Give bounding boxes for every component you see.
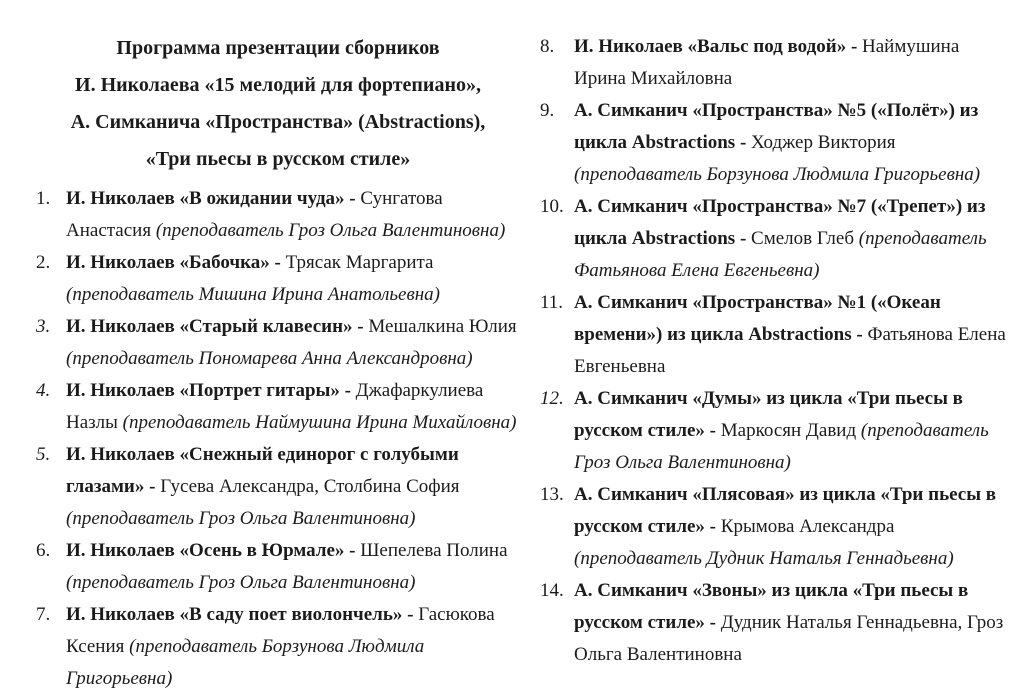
item-performer: Сунгатова Анастасия <box>66 188 443 241</box>
item-teacher: (преподаватель Борзунова Людмила Григорьевна) <box>66 636 425 689</box>
item-performer: Смелов Глеб <box>751 228 855 249</box>
item-body <box>574 95 1012 191</box>
item-body <box>66 439 520 535</box>
item-number: 5. <box>36 444 51 465</box>
item-piece-title: И. Николаев «Снежный единорог с голубыми глазами» - <box>66 444 459 497</box>
item-piece-title: И. Николаев «В саду поет виолончель» - <box>66 604 419 625</box>
item-teacher: (преподаватель Мишина Ирина Анатольевна) <box>66 284 440 305</box>
item-piece-title: А. Симканич «Звоны» из цикла «Три пьесы в русском стиле» - <box>574 580 969 633</box>
item-performer: Джафаркулиева Назлы <box>66 380 484 433</box>
program-item <box>540 575 1012 671</box>
title-line-1: Программа презентации сборников <box>116 37 440 59</box>
title-line-4: «Три пьесы в русском стиле» <box>145 148 411 170</box>
item-body <box>574 31 1012 95</box>
item-performer: Трясак Маргарита <box>285 252 434 273</box>
two-column-layout <box>36 30 1012 690</box>
item-body <box>574 383 1012 479</box>
program-item <box>540 31 1012 95</box>
item-performer: Гусева Александра, Столбина София <box>160 476 460 497</box>
item-body <box>66 375 520 439</box>
item-piece-title: А. Симканич «Плясовая» из цикла «Три пьесы в русском стиле» - <box>574 484 997 537</box>
item-teacher: (преподаватель Дудник Наталья Геннадьевна) <box>574 548 954 569</box>
program-item <box>36 439 520 535</box>
item-performer: Гасюкова Ксения <box>66 604 495 657</box>
item-teacher: (преподаватель Гроз Ольга Валентиновна) <box>151 220 506 241</box>
item-body <box>66 247 520 311</box>
item-performer: Фатьянова Елена Евгеньевна <box>574 324 1006 377</box>
item-teacher: (преподаватель Пономарева Анна Александровна) <box>66 348 473 369</box>
item-teacher: (преподаватель Гроз Ольга Валентиновна) <box>66 508 416 529</box>
program-item <box>36 535 520 599</box>
item-body <box>66 311 520 375</box>
item-teacher: (преподаватель Гроз Ольга Валентиновна) <box>66 572 416 593</box>
program-item <box>36 375 520 439</box>
item-body <box>66 183 520 247</box>
item-performer: Крымова Александра <box>720 516 895 537</box>
right-column <box>540 30 1012 671</box>
item-teacher: (преподаватель Гроз Ольга Валентиновна) <box>574 420 989 473</box>
program-item <box>540 287 1012 383</box>
left-column <box>36 30 520 690</box>
item-number: 3. <box>36 316 51 337</box>
item-piece-title: А. Симканич «Думы» из цикла «Три пьесы в русском стиле» - <box>574 388 963 441</box>
item-number: 7. <box>36 604 51 625</box>
program-item <box>36 599 520 690</box>
item-piece-title: А. Симканич «Пространства» №7 («Трепет») из цикла Abstractions - <box>574 196 986 249</box>
item-performer: Маркосян Давид <box>720 420 857 441</box>
item-performer: Наймушина Ирина Михайловна <box>574 36 960 89</box>
item-number: 9. <box>540 100 555 121</box>
item-piece-title: И. Николаев «Вальс под водой» - <box>574 36 863 57</box>
item-performer: Мешалкина Юлия <box>368 316 517 337</box>
item-number: 6. <box>36 540 51 561</box>
item-number: 11. <box>540 292 564 313</box>
item-number: 10. <box>540 196 564 217</box>
item-teacher: (преподаватель Наймушина Ирина Михайловна) <box>117 412 517 433</box>
item-piece-title: А. Симканич «Пространства» №1 («Океан времени») из цикла Abstractions - <box>574 292 941 345</box>
program-item <box>36 311 520 375</box>
item-performer: Ходжер Виктория <box>751 132 896 153</box>
item-piece-title: И. Николаев «Осень в Юрмале» - <box>66 540 361 561</box>
item-body <box>66 535 520 599</box>
item-piece-title: А. Симканич «Пространства» №5 («Полёт») из цикла Abstractions - <box>574 100 979 153</box>
item-body <box>574 575 1012 671</box>
program-list-right <box>540 31 1012 671</box>
item-piece-title: И. Николаев «Бабочка» - <box>66 252 286 273</box>
program-item <box>540 383 1012 479</box>
title-line-3: А. Симканича «Пространства» (Abstractions), <box>70 111 486 133</box>
program-item <box>540 479 1012 575</box>
item-number: 8. <box>540 36 555 57</box>
item-piece-title: И. Николаев «Портрет гитары» - <box>66 380 356 401</box>
item-number: 14. <box>540 580 564 601</box>
program-item <box>36 183 520 247</box>
program-list-left <box>36 183 520 690</box>
title-line-2: И. Николаева «15 мелодий для фортепиано», <box>75 74 481 96</box>
program-item <box>540 191 1012 287</box>
item-piece-title: И. Николаев «В ожидании чуда» - <box>66 188 361 209</box>
item-performer: Шепелева Полина <box>360 540 508 561</box>
item-number: 2. <box>36 252 51 273</box>
item-number: 1. <box>36 188 51 209</box>
item-body <box>66 599 520 690</box>
item-body <box>574 479 1012 575</box>
item-number: 12. <box>540 388 564 409</box>
item-number: 4. <box>36 380 51 401</box>
item-piece-title: И. Николаев «Старый клавесин» - <box>66 316 369 337</box>
program-item <box>540 95 1012 191</box>
item-teacher: (преподаватель Фатьянова Елена Евгеньевна) <box>574 228 987 281</box>
program-item <box>36 247 520 311</box>
item-body <box>574 287 1012 383</box>
document-title <box>36 30 520 178</box>
item-number: 13. <box>540 484 564 505</box>
item-teacher: (преподаватель Борзунова Людмила Григорьевна) <box>574 164 981 185</box>
item-body <box>574 191 1012 287</box>
item-performer: Дудник Наталья Геннадьевна, Гроз Ольга Валентиновна <box>574 612 1004 665</box>
